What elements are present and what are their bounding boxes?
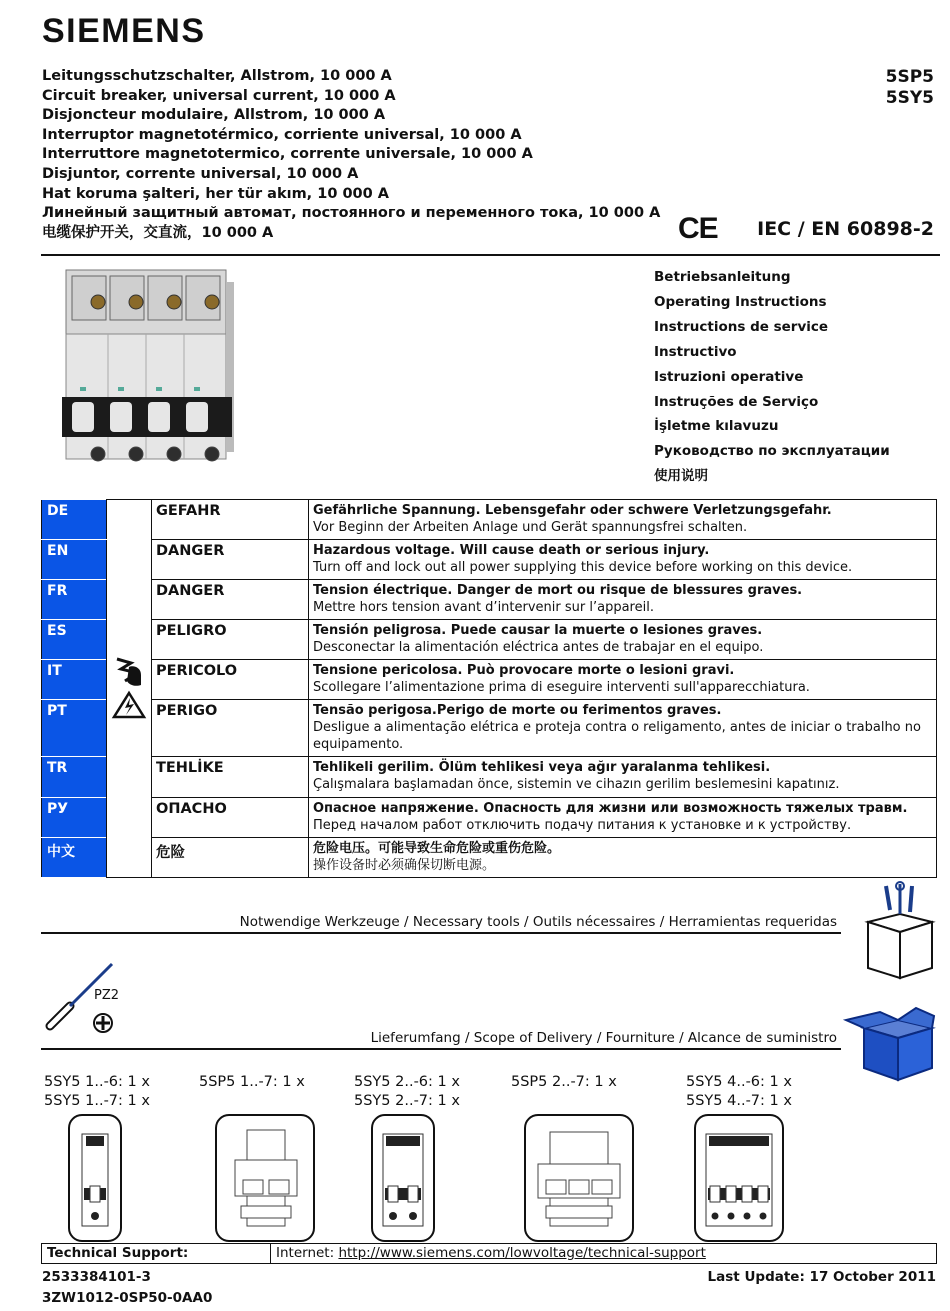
warning-row-tr xyxy=(42,757,937,798)
instructions-pt: Instruções de Serviço xyxy=(654,393,819,410)
action-text: Mettre hors tension avant d’intervenir sur l’appareil. xyxy=(313,600,654,615)
standard-label: IEC / EN 60898-2 xyxy=(757,218,934,240)
signal-word: DANGER xyxy=(152,580,309,620)
delivery-line: 5SP5 1..-7: 1 x xyxy=(199,1074,305,1090)
device-drawing xyxy=(373,1116,433,1240)
signal-word: 危险 xyxy=(152,838,309,878)
warning-row-en xyxy=(42,540,937,580)
warning-message xyxy=(309,500,937,540)
warning-row-pt xyxy=(42,700,937,757)
hazard-text: Tensão perigosa.Perigo de morte ou ferimentos graves. xyxy=(313,703,722,718)
action-text: Desligue a alimentação elétrica e proteja contra o religamento, antes de iniciar o trabalho no equipamento. xyxy=(313,720,921,752)
warning-message xyxy=(309,700,937,757)
warning-message xyxy=(309,620,937,660)
model-numbers xyxy=(886,67,934,109)
lang-code: PT xyxy=(42,700,107,757)
product-titles xyxy=(42,67,660,243)
signal-word: DANGER xyxy=(152,540,309,580)
support-label: Technical Support: xyxy=(42,1244,271,1264)
title-es: Interruptor magnetotérmico, corriente universal, 10 000 A xyxy=(42,126,522,143)
device-drawing xyxy=(70,1116,120,1240)
hazard-text: Tensione pericolosa. Può provocare morte o lesioni gravi. xyxy=(313,663,735,678)
warning-message xyxy=(309,757,937,798)
warning-row-it xyxy=(42,660,937,700)
delivery-line: 5SY5 2..-7: 1 x xyxy=(354,1093,460,1109)
warning-row-ru xyxy=(42,798,937,838)
title-pt: Disjuntor, corrente universal, 10 000 A xyxy=(42,165,359,182)
lang-code: ES xyxy=(42,620,107,660)
lang-code: РУ xyxy=(42,798,107,838)
hazard-text: Опасное напряжение. Опасность для жизни или возможность тяжелых травм. xyxy=(313,801,908,816)
delivery-line: 5SY5 2..-6: 1 x xyxy=(354,1074,460,1090)
tool-size-label: PZ2 xyxy=(94,988,120,1003)
lang-code: 中文 xyxy=(42,838,107,878)
signal-word: GEFAHR xyxy=(152,500,309,540)
header-divider xyxy=(41,254,940,256)
delivery-item-2 xyxy=(199,1073,305,1092)
instructions-zh: 使用说明 xyxy=(654,468,708,485)
delivery-item-4 xyxy=(511,1073,617,1092)
device-1-pole-5sy5 xyxy=(68,1114,122,1242)
safety-warnings-table xyxy=(41,499,937,878)
title-tr: Hat koruma şalteri, her tür akım, 10 000 A xyxy=(42,185,389,202)
title-en: Circuit breaker, universal current, 10 000 A xyxy=(42,87,396,104)
device-2-pole-5sp5 xyxy=(524,1114,634,1242)
brand-logo: SIEMENS xyxy=(42,12,206,50)
tools-divider xyxy=(41,932,841,934)
product-photo xyxy=(58,262,236,474)
lang-code: TR xyxy=(42,757,107,798)
signal-word: PELIGRO xyxy=(152,620,309,660)
instructions-es: Instructivo xyxy=(654,343,737,360)
delivery-divider xyxy=(41,1048,841,1050)
hazard-symbols xyxy=(107,500,152,878)
support-link[interactable]: http://www.siemens.com/lowvoltage/technical-support xyxy=(338,1245,706,1261)
device-drawing xyxy=(526,1116,632,1240)
hazard-text: Hazardous voltage. Will cause death or serious injury. xyxy=(313,543,710,558)
warning-row-fr xyxy=(42,580,937,620)
hazard-text: Tensión peligrosa. Puede causar la muerte o lesiones graves. xyxy=(313,623,763,638)
action-text: Desconectar la alimentación eléctrica antes de trabajar en el equipo. xyxy=(313,640,764,655)
device-4-pole-5sy5 xyxy=(694,1114,784,1242)
hazard-text: Tension électrique. Danger de mort ou risque de blessures graves. xyxy=(313,583,803,598)
delivery-line: 5SP5 2..-7: 1 x xyxy=(511,1074,617,1090)
delivery-item-3 xyxy=(354,1073,460,1111)
ce-mark: CE xyxy=(678,212,718,245)
signal-word: PERICOLO xyxy=(152,660,309,700)
doc-number: 2533384101-3 xyxy=(42,1269,151,1285)
signal-word: ОПАСНО xyxy=(152,798,309,838)
signal-word: PERIGO xyxy=(152,700,309,757)
device-drawing xyxy=(696,1116,782,1240)
warning-message xyxy=(309,580,937,620)
action-text: Scollegare l’alimentazione prima di eseguire interventi sull'apparecchiatura. xyxy=(313,680,810,695)
instructions-en: Operating Instructions xyxy=(654,293,827,310)
lang-code: EN xyxy=(42,540,107,580)
phillips-head-icon xyxy=(92,1012,114,1034)
support-internet xyxy=(271,1244,937,1264)
device-2-pole-5sy5 xyxy=(371,1114,435,1242)
lang-code: IT xyxy=(42,660,107,700)
action-text: 操作设备时必须确保切断电源。 xyxy=(313,858,496,873)
instructions-de: Betriebsanleitung xyxy=(654,269,791,285)
electric-hazard-icon xyxy=(111,655,147,719)
warning-message xyxy=(309,660,937,700)
warning-row-es xyxy=(42,620,937,660)
delivery-line: 5SY5 4..-6: 1 x xyxy=(686,1074,792,1090)
delivery-box-icon xyxy=(842,1000,940,1082)
hazard-text: 危险电压。可能导致生命危险或重伤危险。 xyxy=(313,841,561,856)
device-drawing xyxy=(217,1116,313,1240)
delivery-item-1 xyxy=(44,1073,150,1111)
delivery-line: 5SY5 4..-7: 1 x xyxy=(686,1093,792,1109)
instructions-tr: İşletme kılavuzu xyxy=(654,418,779,435)
action-text: Перед началом работ отключить подачу питания к установке и к устройству. xyxy=(313,818,852,833)
delivery-line: 5SY5 1..-6: 1 x xyxy=(44,1074,150,1090)
warning-message xyxy=(309,798,937,838)
toolbox-icon xyxy=(856,880,940,980)
signal-word: TEHLİKE xyxy=(152,757,309,798)
model-5sp5: 5SP5 xyxy=(885,67,934,87)
last-update: Last Update: 17 October 2011 xyxy=(707,1269,936,1285)
delivery-line: 5SY5 1..-7: 1 x xyxy=(44,1093,150,1109)
title-zh: 电缆保护开关，交直流，10 000 A xyxy=(42,224,274,241)
lang-code: FR xyxy=(42,580,107,620)
action-text: Vor Beginn der Arbeiten Anlage und Gerät spannungsfrei schalten. xyxy=(313,520,748,535)
warning-row-de xyxy=(42,500,937,540)
title-ru: Линейный защитный автомат, постоянного и переменного тока, 10 000 A xyxy=(42,205,661,222)
tools-heading: Notwendige Werkzeuge / Necessary tools / Outils nécessaires / Herramientas requeridas xyxy=(239,914,837,930)
order-number: 3ZW1012-0SP50-0AA0 xyxy=(42,1290,213,1306)
delivery-heading: Lieferumfang / Scope of Delivery / Fourniture / Alcance de suministro xyxy=(370,1030,837,1046)
device-1-pole-5sp5 xyxy=(215,1114,315,1242)
hazard-text: Gefährliche Spannung. Lebensgefahr oder schwere Verletzungsgefahr. xyxy=(313,503,832,518)
instructions-ru: Руководство по эксплуатации xyxy=(654,443,890,460)
warning-message xyxy=(309,838,937,878)
instructions-it: Istruzioni operative xyxy=(654,368,804,385)
hazard-text: Tehlikeli gerilim. Ölüm tehlikesi veya ağır yaralanma tehlikesi. xyxy=(313,760,771,775)
action-text: Turn off and lock out all power supplying this device before working on this device. xyxy=(313,560,853,575)
delivery-item-5 xyxy=(686,1073,792,1111)
instructions-fr: Instructions de service xyxy=(654,318,829,335)
warning-message xyxy=(309,540,937,580)
title-it: Interruttore magnetotermico, corrente universale, 10 000 A xyxy=(42,146,533,163)
title-de: Leitungsschutzschalter, Allstrom, 10 000 A xyxy=(42,68,392,84)
instructions-list xyxy=(654,265,890,489)
title-fr: Disjoncteur modulaire, Allstrom, 10 000 A xyxy=(42,107,386,124)
warning-row-zh xyxy=(42,838,937,878)
technical-support-table xyxy=(41,1243,937,1264)
action-text: Çalışmalara başlamadan önce, sistemin ve cihazın gerilim beslemesini kapatınız. xyxy=(313,777,840,792)
lang-code: DE xyxy=(42,500,107,540)
model-5sy5: 5SY5 xyxy=(885,88,934,108)
support-prefix: Internet: xyxy=(276,1245,339,1261)
